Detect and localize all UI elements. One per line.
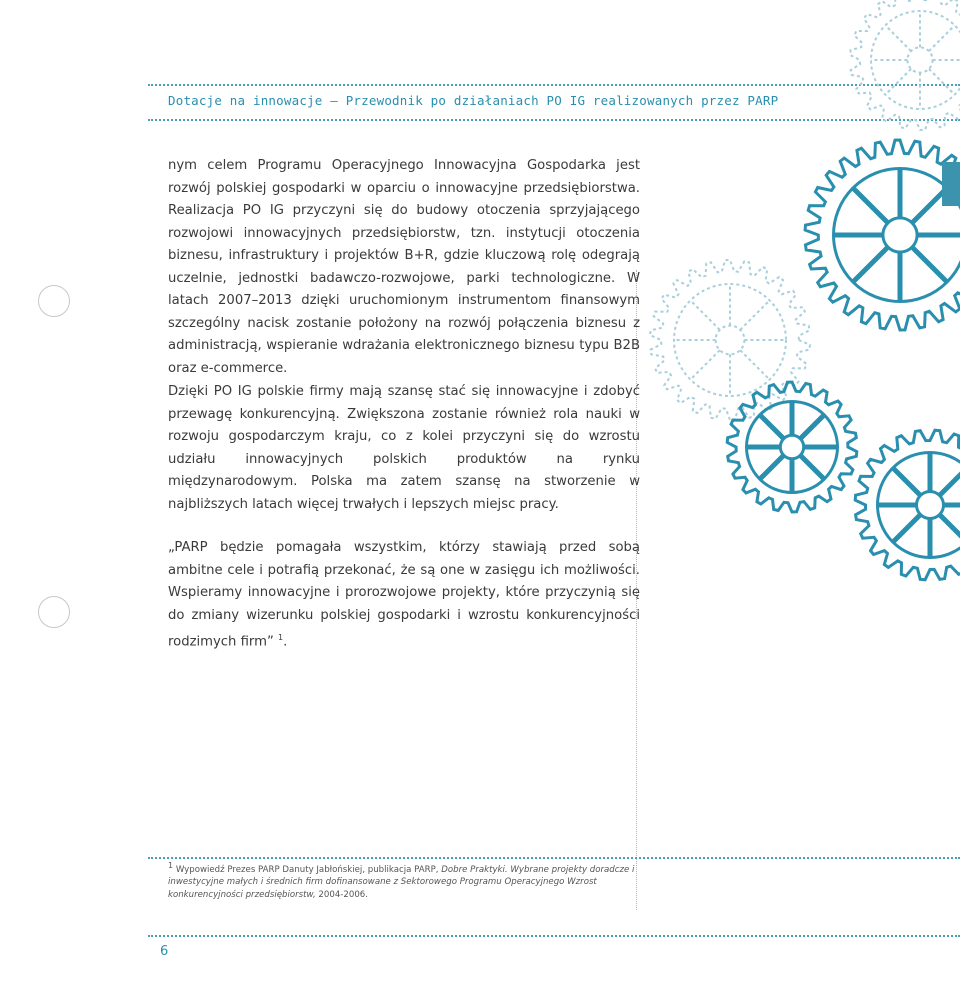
gear-icon-bottom bbox=[855, 430, 960, 580]
footnote-rule-bottom bbox=[148, 935, 960, 937]
gear-icon-left bbox=[650, 260, 810, 420]
footnote-rule-top bbox=[148, 857, 960, 859]
footnote-publication-title: Dobre Praktyki. Wybrane projekty doradcze i inwestycyjne małych i średnich firm dofinansowane z Sektorowego Programu Operacyjnego Wzrost konkurencyjności przedsiębiorstw, bbox=[168, 864, 635, 900]
gear-icon-small bbox=[727, 382, 857, 512]
gear-icon-top bbox=[850, 0, 960, 130]
body-paragraph: Dzięki PO IG polskie firmy mają szansę stać się innowacyjne i zdobyć przewagę konkurencyjną. Zwiększona zostanie również rola nauki w rozwoju gospodarczym kraju, co z kolei przyczyni się do wzrostu udziału innowacyjnych polskich produktów na rynku międzynarodowym. Polska ma zatem szansę na stworzenie w najbliższych latach więcej trwałych i lepszych miejsc pracy. bbox=[168, 384, 640, 512]
footnote-text: Wypowiedź Prezes PARP Danuty Jabłońskiej, publikacja PARP, bbox=[173, 864, 442, 875]
footnote bbox=[168, 860, 638, 901]
corner-tab-marker bbox=[942, 162, 960, 206]
margin-circle-marker bbox=[38, 285, 70, 317]
footnote-years: 2004-2006. bbox=[315, 889, 368, 900]
body-paragraph: nym celem Programu Operacyjnego Innowacyjna Gospodarka jest rozwój polskiej gospodarki w oparciu o innowacyjne przedsiębiorstwa. Realizacja PO IG przyczyni się do budowy otoczenia sprzyjającego rozwojowi innowacyjnych przedsiębiorstw, tzn. instytucji otoczenia biznesu, infrastruktury i projektów B+R, gdzie kluczową rolę odegrają uczelnie, jednostki badawczo-rozwojowe, parki technologiczne. W latach 2007–2013 dzięki uruchomionym instrumentom finansowym szczególny nacisk zostanie położony na rozwój połączenia biznesu z administracją, wspieranie wdrażania elektronicznego biznesu typu B2B oraz e-commerce. bbox=[168, 158, 640, 376]
margin-circle-marker bbox=[38, 596, 70, 628]
gear-icon-large bbox=[805, 140, 960, 330]
footnote-number: 1 bbox=[168, 861, 174, 870]
gears-illustration bbox=[620, 0, 960, 620]
footnote-reference[interactable]: 1 bbox=[278, 633, 284, 642]
quote-paragraph bbox=[168, 537, 640, 654]
page-number: 6 bbox=[160, 944, 169, 959]
quote-end: . bbox=[283, 634, 288, 650]
running-header-title: Dotacje na innowacje – Przewodnik po działaniach PO IG realizowanych przez PARP bbox=[168, 93, 779, 108]
quote-text: „PARP będzie pomagała wszystkim, którzy stawiają przed sobą ambitne cele i potrafią przekonać, że są one w zasięgu ich możliwości. Wspieramy innowacyjne i prorozwojowe projekty, które przyczynią się do zmiany wizerunku polskiej gospodarki i wzrostu konkurencyjności rodzimych firm” bbox=[168, 540, 640, 650]
